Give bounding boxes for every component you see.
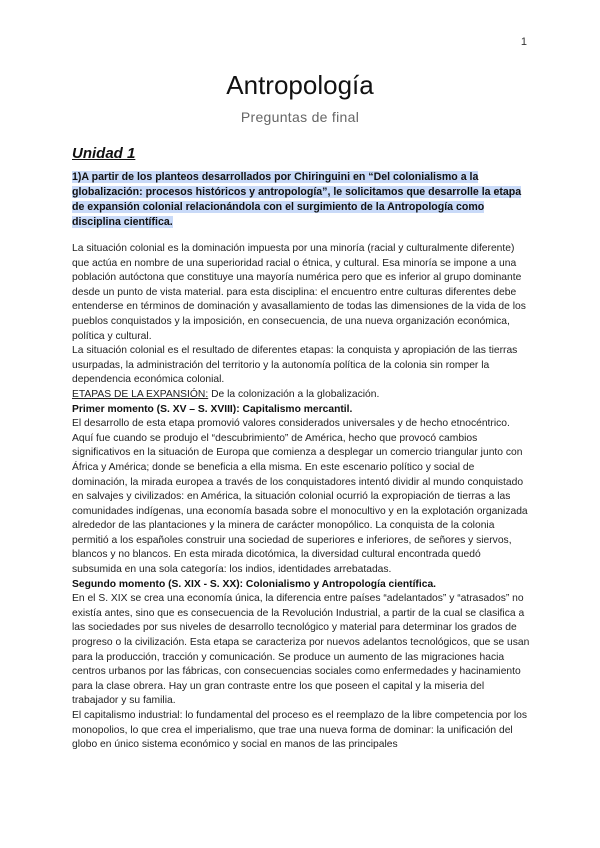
expansion-stages-label: ETAPAS DE LA EXPANSIÓN:	[72, 388, 209, 400]
paragraph-colonial-stages: La situación colonial es el resultado de diferentes etapas: la conquista y apropiación de las tierras usurpadas, la administración del territorio y la autonomía política de la colonia sin romper la dependencia económica colonial.	[72, 345, 518, 386]
second-moment-heading: Segundo momento (S. XIX - S. XX): Colonialismo y Antropología científica.	[72, 578, 437, 590]
paragraph-second-moment: En el S. XIX se crea una economía única, la diferencia entre países “adelantados” y “atrasados” no existía antes, sino que es consecuencia de la Revolución Industrial, a partir de la cual se clasifica a las sociedades por sus niveles de desarrollo tecnológico y material para determinar los grados de progreso o la civilización. Esta etapa se caracteriza por nuevos adelantos tecnológicos, que se usan para la producción, tracción y comunicación. Se produce un aumento de las migraciones hacia centros urbanos por las fábricas, con consecuencias sociales como enfermedades y hacinamiento para la clase obrera. Hay un gran contraste entre los que poseen el capital y la miseria del trabajador y su familia.	[72, 593, 530, 707]
page-number: 1	[520, 36, 527, 48]
unit-heading: Unidad 1	[72, 145, 136, 162]
question-block	[72, 170, 532, 230]
answer-body	[72, 242, 532, 753]
question-text: 1)A partir de los planteos desarrollados por Chiringuini en “Del colonialismo a la globalización: procesos históricos y antropología”, le solicitamos que desarrolle la etapa de expansión colonial relacionándola con el surgimiento de la Antropología como disciplina científica.	[72, 171, 522, 228]
document-title: Antropología	[226, 70, 374, 100]
expansion-stages-text: De la colonización a la globalización.	[208, 388, 380, 400]
expansion-stages-line	[72, 388, 532, 403]
document-subtitle: Preguntas de final	[240, 109, 360, 125]
first-moment-heading: Primer momento (S. XV – S. XVIII): Capitalismo mercantil.	[72, 403, 353, 415]
paragraph-industrial-capitalism: El capitalismo industrial: lo fundamental del proceso es el reemplazo de la libre competencia por los monopolios, lo que crea el imperialismo, que trae una nueva forma de dominar: la unificación del globo en único sistema económico y social en manos de las principales	[72, 710, 528, 751]
paragraph-colonial-situation: La situación colonial es la dominación impuesta por una minoría (racial y culturalmente diferente) que actúa en nombre de una superioridad racial o étnica, y cultural. Esa minoría se impone a una población autóctona que constituye una mayoría numérica pero que es inferior al grupo dominante desde un punto de vista material. para esta disciplina: el encuentro entre culturas diferentes debe entenderse en términos de dominación y avasallamiento de todas las dimensiones de la vida de los pueblos conquistados y la imposición, en consecuencia, de una nueva organización económica, política y cultural.	[72, 243, 526, 342]
paragraph-first-moment: El desarrollo de esta etapa promovió valores considerados universales y de hecho etnocéntrico. Aquí fue cuando se produjo el “descubrimiento” de América, hecho que provocó cambios significativos en la situación de Europa que comienza a desplegar un comercio triangular junto con África y América; donde se beneficia a ella misma. En este escenario político y social de dominación, la mirada europea a través de los conquistadores intentó dividir al mundo conquistado en salvajes y civilizados: en América, la situación colonial ocurrió la expropiación de tierras a las comunidades indígenas, una economía basada sobre el monocultivo y en la explotación organizada alrededor de las plantaciones y la minera de carácter monopólico. La conquista de la colonia permitió a los españoles construir una sociedad de superiores e inferiores, de señores y siervos, blancos y no blancos. En esta mirada dicotómica, la diversidad cultural encontrada quedó subsumida en una sola categoría: los indios, identidades arrebatadas.	[72, 418, 528, 576]
